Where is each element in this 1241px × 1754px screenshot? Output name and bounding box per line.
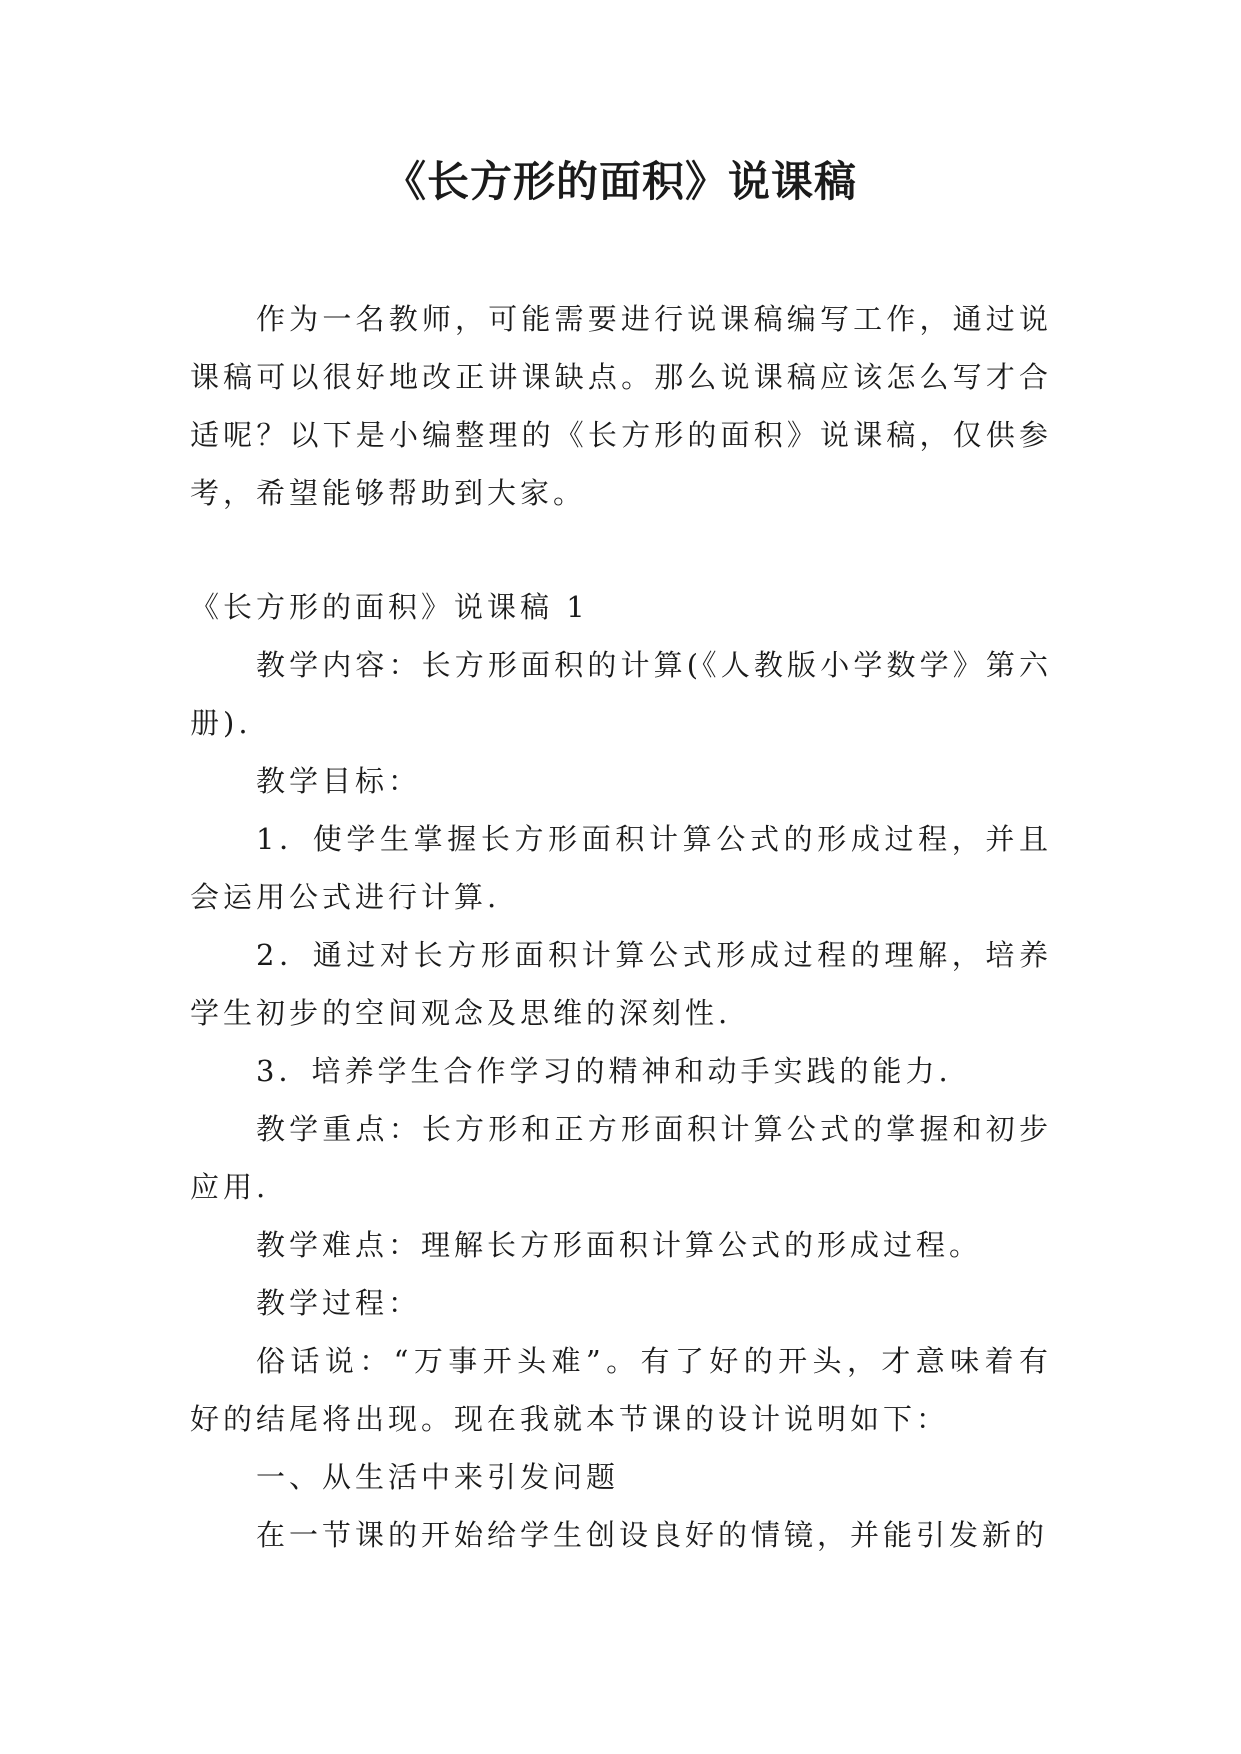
paragraph-goal-3: 3．培养学生合作学习的精神和动手实践的能力. <box>256 1054 952 1088</box>
paragraph-goal-2: 2．通过对长方形面积计算公式形成过程的理解，培养学生初步的空间观念及思维的深刻性. <box>190 938 1052 1030</box>
section-heading: 《长方形的面积》说课稿 1 <box>190 590 589 624</box>
paragraph-part-1-heading: 一、从生活中来引发问题 <box>256 1460 620 1494</box>
paragraph-part-1-text: 在一节课的开始给学生创设良好的情镜，并能引发新的 <box>256 1518 1049 1552</box>
paragraph-process-label: 教学过程： <box>256 1286 422 1320</box>
section-block <box>190 578 1052 1564</box>
paragraph-proverb: 俗话说：“万事开头难”。有了好的开头，才意味着有好的结尾将出现。现在我就本节课的设计说明如下： <box>190 1344 1052 1436</box>
paragraph-teaching-content: 教学内容：长方形面积的计算(《人教版小学数学》第六册). <box>190 648 1052 740</box>
paragraph-goal-1: 1．使学生掌握长方形面积计算公式的形成过程，并且会运用公式进行计算. <box>190 822 1052 914</box>
paragraph-difficulties: 教学难点：理解长方形面积计算公式的形成过程。 <box>256 1228 983 1262</box>
paragraph-key-points: 教学重点：长方形和正方形面积计算公式的掌握和初步应用. <box>190 1112 1052 1204</box>
paragraph-teaching-goals-label: 教学目标： <box>256 764 422 798</box>
intro-paragraph: 作为一名教师，可能需要进行说课稿编写工作，通过说课稿可以很好地改正讲课缺点。那么说课稿应该怎么写才合适呢？以下是小编整理的《长方形的面积》说课稿，仅供参考，希望能够帮助到大家。 <box>190 302 1052 510</box>
intro-block <box>190 290 1052 522</box>
document-title: 《长方形的面积》说课稿 <box>383 157 857 206</box>
